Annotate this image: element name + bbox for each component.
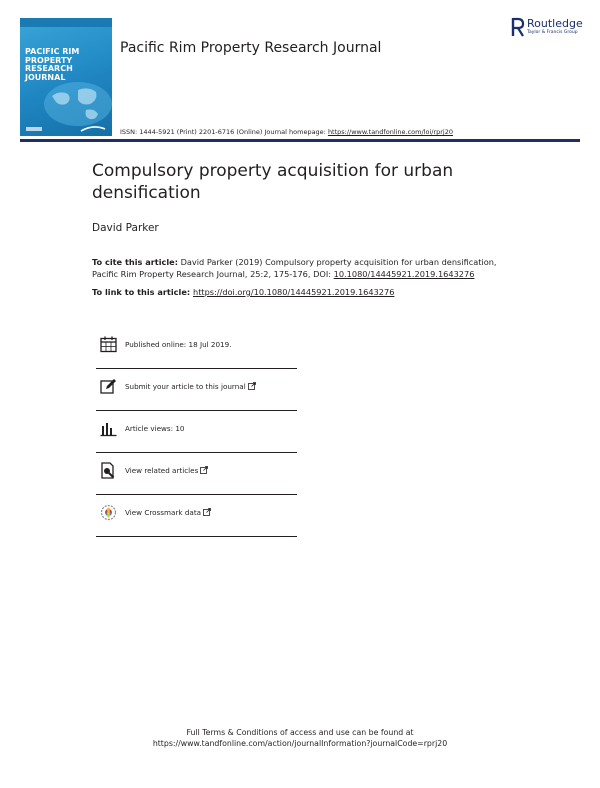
cover-title: PACIFIC RIM PROPERTY RESEARCH JOURNAL: [25, 47, 80, 82]
related-articles-row[interactable]: [96, 453, 297, 495]
submit-article-link[interactable]: [125, 382, 256, 391]
related-articles-link[interactable]: [125, 466, 208, 475]
journal-cover-image: [20, 18, 112, 136]
search-document-icon: [100, 462, 117, 479]
article-link[interactable]: https://doi.org/10.1080/14445921.2019.1643276: [193, 287, 395, 297]
journal-homepage-link[interactable]: https://www.tandfonline.com/loi/rprj20: [327, 128, 454, 136]
calendar-icon: [100, 336, 117, 353]
citation-label: To cite this article:: [92, 257, 178, 267]
related-articles-text: View related articles: [125, 466, 199, 475]
routledge-r-icon: [511, 16, 525, 38]
issn-line: [120, 128, 453, 136]
external-link-icon: [200, 466, 208, 474]
journal-name: Pacific Rim Property Research Journal: [120, 40, 382, 56]
submit-article-row[interactable]: [96, 369, 297, 411]
link-label: To link to this article:: [92, 287, 193, 297]
published-online-row: [96, 327, 297, 369]
citation-text: David Parker (2019) Compulsory property acquisition for urban densification, Pacific Rim Property Research Journal, 25:2, 175-176, DOI:: [92, 257, 497, 279]
external-link-icon: [203, 508, 211, 516]
cover-publisher-mark: [26, 127, 42, 131]
crossmark-link[interactable]: [125, 508, 211, 517]
crossmark-text: View Crossmark data: [125, 508, 202, 517]
crossmark-row[interactable]: [96, 495, 297, 537]
issn-text: ISSN: 1444-5921 (Print) 2201-6716 (Online) Journal homepage:: [120, 128, 328, 136]
bar-chart-icon: [100, 420, 117, 437]
world-map-icon: [38, 78, 112, 128]
external-link-icon: [248, 382, 256, 390]
article-meta-list: [96, 327, 297, 537]
article-author: David Parker: [92, 222, 159, 234]
published-online-text: Published online: 18 Jul 2019.: [125, 340, 232, 349]
cover-swoosh-icon: [80, 126, 106, 132]
crossmark-icon: [100, 504, 117, 521]
submit-article-text: Submit your article to this journal: [125, 382, 246, 391]
article-views-text: Article views: 10: [125, 424, 185, 433]
footer-terms-text: Full Terms & Conditions of access and use can be found at: [186, 728, 414, 737]
footer-terms-link[interactable]: https://www.tandfonline.com/action/journalInformation?journalCode=rprj20: [152, 739, 448, 748]
logo-text: Routledge: [527, 17, 583, 30]
article-title: Compulsory property acquisition for urban densification: [92, 161, 454, 203]
cover-top-bar: [20, 18, 112, 27]
citation-block: [92, 257, 522, 280]
link-line: [92, 287, 394, 297]
article-views-row: [96, 411, 297, 453]
logo-subtitle: Taylor & Francis Group: [527, 30, 578, 35]
doi-link[interactable]: 10.1080/14445921.2019.1643276: [333, 268, 475, 279]
header-divider: [20, 139, 580, 142]
edit-icon: [100, 378, 117, 395]
footer: [0, 727, 600, 749]
routledge-logo: [511, 16, 589, 40]
